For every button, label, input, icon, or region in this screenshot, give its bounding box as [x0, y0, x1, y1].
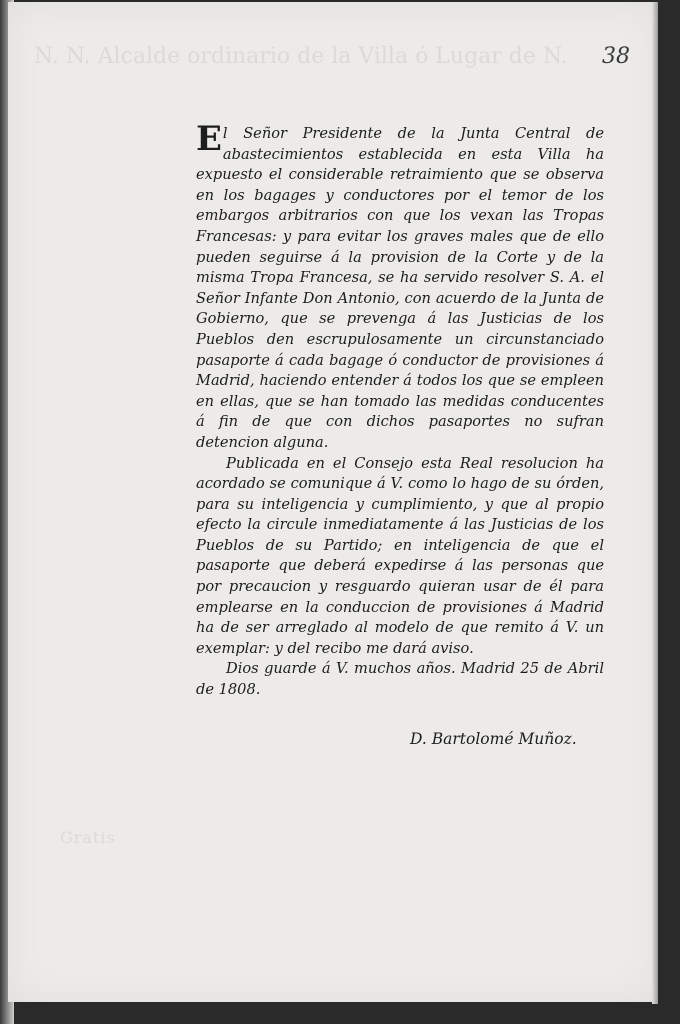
paragraph-1	[196, 119, 604, 454]
initial-letter: E	[196, 119, 222, 159]
page-edge	[652, 2, 658, 1004]
paragraph-3-closing: Dios guarde á V. muchos años. Madrid 25 de Abril de 1808.	[196, 660, 604, 699]
signature: D. Bartolomé Muñoz.	[410, 730, 577, 748]
page-number: 38	[602, 44, 630, 69]
paragraph-1-text: l Señor Presidente de la Junta Central de abastecimientos establecida en esta Villa ha expuesto el considerable retraimiento que se observa en los bagages y conductores por el temor de los embargos arbitrarios con que los vexan las Tropas Francesas: y para evitar los graves males que de ello pueden seguirse á la provision de la Corte y de la misma Tropa Francesa, se ha servido resolver S. A. el Señor Infante Don Antonio, con acuerdo de la Junta de Gobierno, que se prevenga á las Justicias de los Pueblos den escrupulosamente un circunstanciado pasaporte á cada bagage ó conductor de provisiones á Madrid, haciendo entender á todos los que se empleen en ellas, que se han tomado las medidas conducentes á fin de que con dichos pasaportes no sufran detencion alguna.	[196, 125, 604, 451]
show-through-footer: Gratis	[60, 828, 116, 847]
paragraph-2: Publicada en el Consejo esta Real resolucion ha acordado se comunique á V. como lo hago de su órden, para su inteligencia y cumplimiento, y que al propio efecto la circule inmediatamente á las Justicias de los Pueblos de su Partido; en inteligencia de que el pasaporte que deberá expedirse á las personas que por precaucion y resguardo quieran usar de él para emplearse en la conduccion de provisiones á Madrid ha de ser arreglado al modelo de que remito á V. un exemplar: y del recibo me dará aviso.	[196, 454, 604, 657]
letter-body	[196, 119, 604, 701]
show-through-header: N. N. Alcalde ordinario de la Villa ó Lugar de N.	[34, 44, 568, 69]
